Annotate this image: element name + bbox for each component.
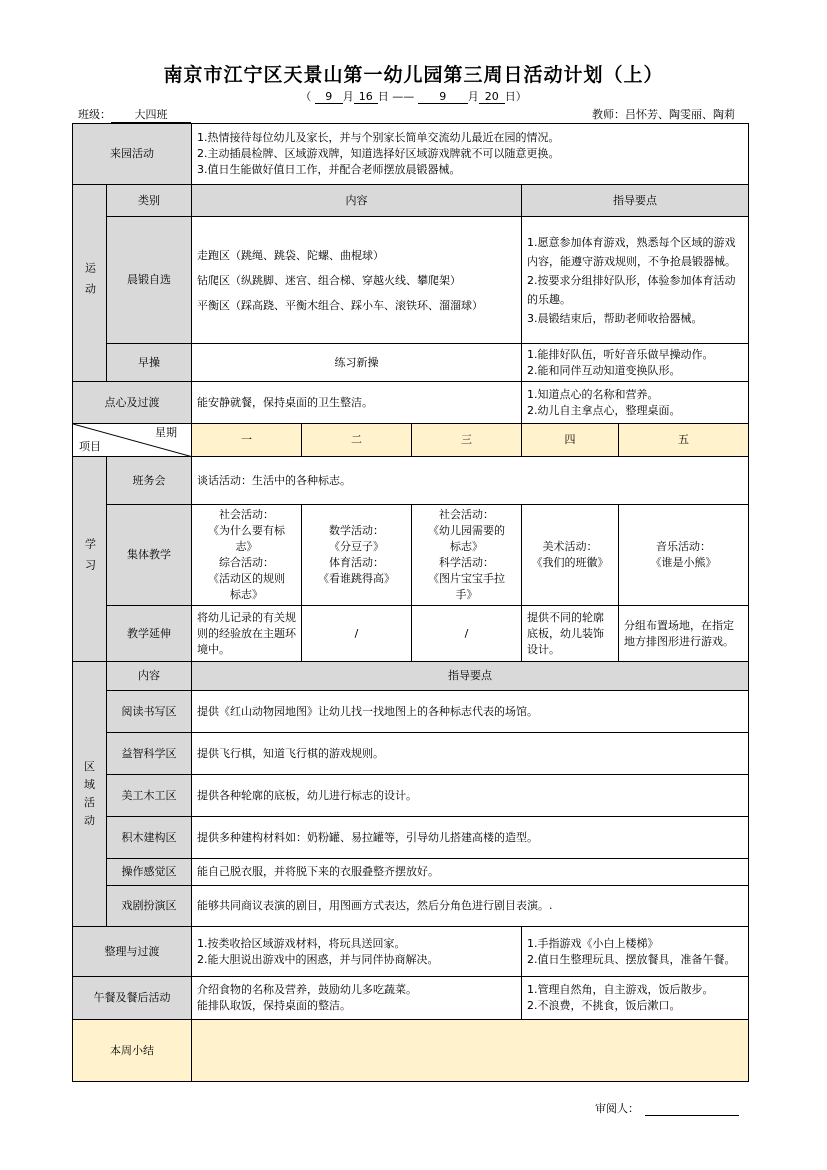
tidy-row [73,927,749,977]
summary-content [192,1020,749,1082]
tidy-line: 1.按类收拾区域游戏材料，将玩具送回家。 [197,936,406,950]
class-line [78,106,191,123]
start-month: 9 [315,90,343,104]
day-header: 四 [522,424,619,457]
area-row [73,817,749,859]
meeting-row [73,457,749,505]
area-points: 提供各种轮廓的底板，幼儿进行标志的设计。 [192,775,749,817]
morning-point: 1.愿意参加体育游戏，熟悉每个区域的游戏内容，能遵守游戏规则，不争抢晨锻器械。 [527,235,736,268]
group-line: 社会活动： [439,508,494,521]
area-points: 能自己脱衣服，并将脱下来的衣服叠整齐摆放好。 [192,859,749,886]
morning-points [522,217,749,344]
arrival-line: 3.值日生能做好值日工作，并配合老师摆放晨锻器械。 [197,163,461,176]
group-day-2 [302,505,412,606]
day-header: 五 [619,424,749,457]
lunch-label: 午餐及餐后活动 [73,977,192,1020]
area-row [73,691,749,733]
teachers-label: 教师： [592,108,625,121]
category-header: 类别 [107,185,192,217]
tidy-points [522,927,749,977]
group-day-4 [522,505,619,606]
morning-content [192,217,522,344]
exercise-point: 2.能和同伴互动知道变换队形。 [527,363,681,377]
group-day-1 [192,505,302,606]
extension-day-5: 分组布置场地，在指定地方排图形进行游戏。 [619,606,749,662]
exercise-row [73,344,749,382]
exercise-label: 早操 [107,344,192,382]
group-line: 《活动区的规则 [208,572,285,585]
area-name: 益智科学区 [107,733,192,775]
paren-open: （ [300,90,312,103]
tidy-line: 2.能大胆说出游戏中的困惑，并与同伴协商解决。 [197,952,439,966]
arrival-label: 来园活动 [73,124,192,185]
month-label: 月 [467,90,479,103]
group-line: 《图片宝宝手拉 [428,572,505,585]
extension-day-2: / [302,606,412,662]
reviewer-label: 审阅人： [595,1102,639,1115]
study-label: 学习 [73,457,107,662]
group-line: 《分豆子》 [329,540,384,553]
morning-zone: 走跑区（跳绳、跳袋、陀螺、曲棍球） [197,248,384,262]
corner-weekday: 星期 [155,426,177,439]
area-name: 美工木工区 [107,775,192,817]
week-corner-cell [73,424,192,457]
morning-point: 3.晨锻结束后，帮助老师收拾器械。 [527,311,703,325]
lunch-point: 2.不浪费，不挑食，饭后漱口。 [527,999,681,1012]
end-day: 20 [479,90,505,104]
tidy-point: 1.手指游戏《小白上楼梯》 [527,936,659,950]
snack-label: 点心及过渡 [73,382,192,424]
day-header: 一 [192,424,302,457]
area-points: 提供多种建构材料如：奶粉罐、易拉罐等，引导幼儿搭建高楼的造型。 [192,817,749,859]
group-line: 手》 [455,588,478,601]
group-line: 体育活动： [329,556,384,569]
group-line: 标志》 [450,540,483,553]
snack-row [73,382,749,424]
reviewer-line [595,1100,739,1116]
extension-label: 教学延伸 [107,606,192,662]
week-header-row [73,424,749,457]
content-header: 内容 [192,185,522,217]
group-line: 《谁是小熊》 [650,556,717,569]
group-teaching-label: 集体教学 [107,505,192,606]
tidy-label: 整理与过渡 [73,927,192,977]
arrival-content [192,124,749,185]
date-dash: —— [392,90,415,103]
snack-point: 1.知道点心的名称和营养。 [527,387,659,401]
group-line: 科学活动： [439,556,494,569]
group-line: 音乐活动： [656,540,712,553]
teachers-value: 吕怀芳、陶雯丽、陶莉 [625,108,735,121]
group-line: 《幼儿园需要的 [428,524,505,537]
tidy-content [192,927,522,977]
snack-point: 2.幼儿自主拿点心，整理桌面。 [527,403,681,417]
end-month: 9 [418,90,468,104]
day-header: 二 [302,424,412,457]
group-line: 标志》 [230,588,263,601]
area-name: 积木建构区 [107,817,192,859]
exercise-points [522,344,749,382]
lunch-points [522,977,749,1020]
area-label [73,662,107,927]
area-row [73,886,749,927]
date-range [0,88,827,104]
start-day: 16 [354,90,378,104]
lunch-row [73,977,749,1020]
summary-label: 本周小结 [73,1020,192,1082]
area-header-row [73,662,749,691]
area-row [73,775,749,817]
corner-item: 项目 [79,440,101,453]
paren-close: ） [515,90,527,103]
morning-point: 2.按要求分组排好队形，体验参加体育活动的乐趣。 [527,273,736,306]
area-content-header: 内容 [107,662,192,691]
day-label: 日 [504,90,516,103]
area-points-header: 指导要点 [192,662,749,691]
group-day-3 [412,505,522,606]
extension-day-3: / [412,606,522,662]
area-name: 阅读书写区 [107,691,192,733]
extension-row [73,606,749,662]
exercise-point: 1.能排好队伍，听好音乐做早操动作。 [527,347,714,361]
morning-label: 晨锻自选 [107,217,192,344]
area-row [73,733,749,775]
page-title: 南京市江宁区天景山第一幼儿园第三周日活动计划（上） [163,64,664,86]
teachers-line [592,106,735,122]
arrival-line: 2.主动插晨检牌、区域游戏牌，知道选择好区域游戏牌就不可以随意更换。 [197,147,560,160]
day-label: 日 [377,90,389,103]
meeting-content: 谈话活动：生活中的各种标志。 [192,457,749,505]
lunch-line: 介绍食物的名称及营养，鼓励幼儿多吃蔬菜。 [197,983,417,996]
group-line: 美术活动： [542,540,598,553]
reviewer-signature-field [645,1103,739,1116]
group-line: 综合活动： [219,556,274,569]
area-label-text: 区域活动 [84,760,95,827]
arrival-row [73,124,749,185]
morning-zone: 平衡区（踩高跷、平衡木组合、踩小车、滚铁环、溜溜球） [197,298,483,312]
lunch-content [192,977,522,1020]
summary-row [73,1020,749,1082]
group-line: 数学活动： [329,524,384,537]
group-line: 志》 [235,540,258,553]
snack-content: 能安静就餐，保持桌面的卫生整洁。 [192,382,522,424]
group-day-5 [619,505,749,606]
group-teaching-row [73,505,749,606]
extension-day-1: 将幼儿记录的有关规则的经验放在主题环境中。 [192,606,302,662]
lunch-line: 能排队取饭，保持桌面的整洁。 [197,999,351,1012]
sport-header-row [73,185,749,217]
month-label: 月 [342,90,354,103]
group-line: 《看谁跳得高》 [318,572,395,585]
area-name: 操作感觉区 [107,859,192,886]
day-header: 三 [412,424,522,457]
exercise-content: 练习新操 [192,344,522,382]
group-line: 《为什么要有标 [208,524,285,537]
points-header: 指导要点 [522,185,749,217]
snack-points [522,382,749,424]
meeting-label: 班务会 [107,457,192,505]
group-line: 社会活动： [219,508,274,521]
area-points: 提供飞行棋，知道飞行棋的游戏规则。 [192,733,749,775]
class-value: 大四班 [111,106,191,123]
arrival-line: 1.热情接待每位幼儿及家长，并与个别家长简单交流幼儿最近在园的情况。 [197,131,560,144]
group-line: 《我们的班徽》 [531,556,609,569]
extension-day-4: 提供不同的轮廓底板，幼儿装饰设计。 [522,606,619,662]
area-points: 提供《红山动物园地图》让幼儿找一找地图上的各种标志代表的场馆。 [192,691,749,733]
morning-exercise-row [73,217,749,344]
morning-zone: 钻爬区（纵跳脚、迷宫、组合梯、穿越火线、攀爬架） [197,273,461,287]
class-label: 班级： [78,108,111,121]
plan-table [72,123,749,1082]
area-points: 能够共同商议表演的剧目，用图画方式表达，然后分角色进行剧目表演。. [192,886,749,927]
lunch-point: 1.管理自然角，自主游戏，饭后散步。 [527,983,714,996]
area-name: 戏剧扮演区 [107,886,192,927]
sport-label: 运动 [73,185,107,382]
tidy-point: 2.值日生整理玩具、摆放餐具，准备午餐。 [527,952,736,966]
area-row [73,859,749,886]
